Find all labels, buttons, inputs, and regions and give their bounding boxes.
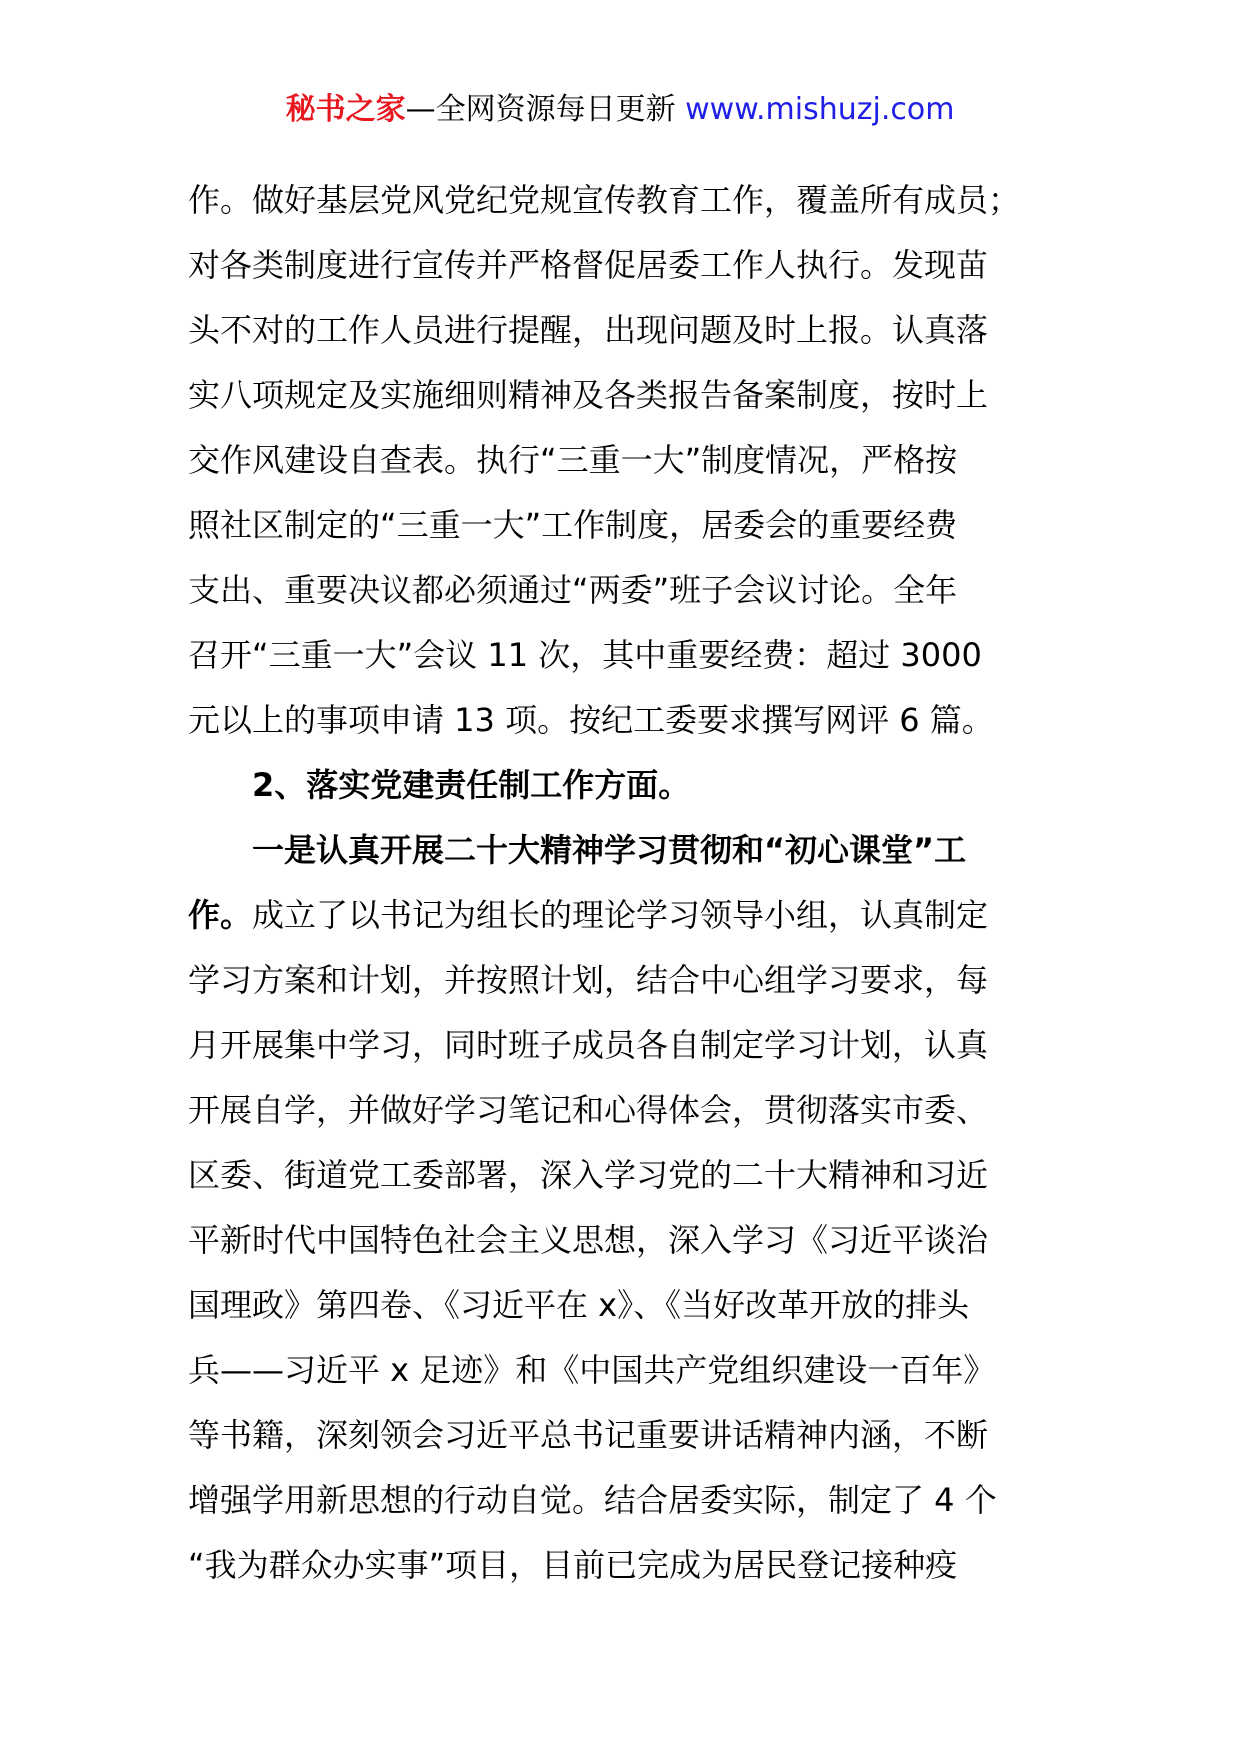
paragraph-line: 召开“三重一大”会议 11 次，其中重要经费：超过 3000 <box>188 636 982 674</box>
header-tagline: —全网资源每日更新 <box>405 92 686 127</box>
header-url-link[interactable]: www.mishuzj.com <box>685 92 955 127</box>
paragraph-line: 增强学用新思想的行动自觉。结合居委实际，制定了 4 个 <box>188 1481 997 1519</box>
paragraph-line: 区委、街道党工委部署，深入学习党的二十大精神和习近 <box>188 1156 989 1194</box>
paragraph-line: 兵——习近平 x 足迹》和《中国共产党组织建设一百年》 <box>188 1351 996 1389</box>
paragraph-line: 开展自学，并做好学习笔记和心得体会，贯彻落实市委、 <box>188 1091 989 1129</box>
paragraph-line: 支出、重要决议都必须通过“两委”班子会议讨论。全年 <box>188 571 958 609</box>
paragraph-text: 成立了以书记为组长的理论学习领导小组，认真制定 <box>252 896 989 934</box>
paragraph-line: 学习方案和计划，并按照计划，结合中心组学习要求，每 <box>188 961 989 999</box>
paragraph-line: 实八项规定及实施细则精神及各类报告备案制度，按时上 <box>188 376 989 414</box>
paragraph-line: 照社区制定的“三重一大”工作制度，居委会的重要经费 <box>188 506 958 544</box>
paragraph-line: 月开展集中学习，同时班子成员各自制定学习计划，认真 <box>188 1026 989 1064</box>
paragraph-line: 平新时代中国特色社会主义思想，深入学习《习近平谈治 <box>188 1221 989 1259</box>
header-brand: 秘书之家 <box>285 92 406 127</box>
paragraph-line: 头不对的工作人员进行提醒，出现问题及时上报。认真落 <box>188 311 989 349</box>
document-body <box>188 168 1068 1598</box>
section-heading: 2、落实党建责任制工作方面。 <box>252 766 691 804</box>
subheading-end: 作。 <box>188 896 253 934</box>
paragraph-line: 交作风建设自查表。执行“三重一大”制度情况，严格按 <box>188 441 958 479</box>
paragraph-line: 等书籍，深刻领会习近平总书记重要讲话精神内涵，不断 <box>188 1416 989 1454</box>
subheading-line: 一是认真开展二十大精神学习贯彻和“初心课堂”工 <box>252 831 967 869</box>
page-header <box>0 88 1240 132</box>
paragraph-line: 元以上的事项申请 13 项。按纪工委要求撰写网评 6 篇。 <box>188 701 994 739</box>
subheading-continuation-line <box>188 883 1068 948</box>
paragraph-line: 国理政》第四卷、《习近平在 x》、《当好改革开放的排头 <box>188 1286 970 1324</box>
paragraph-line: 对各类制度进行宣传并严格督促居委工作人执行。发现苗 <box>188 246 989 284</box>
paragraph-line: 作。做好基层党风党纪党规宣传教育工作，覆盖所有成员； <box>188 181 1021 219</box>
paragraph-line: “我为群众办实事”项目，目前已完成为居民登记接种疫 <box>188 1546 958 1584</box>
